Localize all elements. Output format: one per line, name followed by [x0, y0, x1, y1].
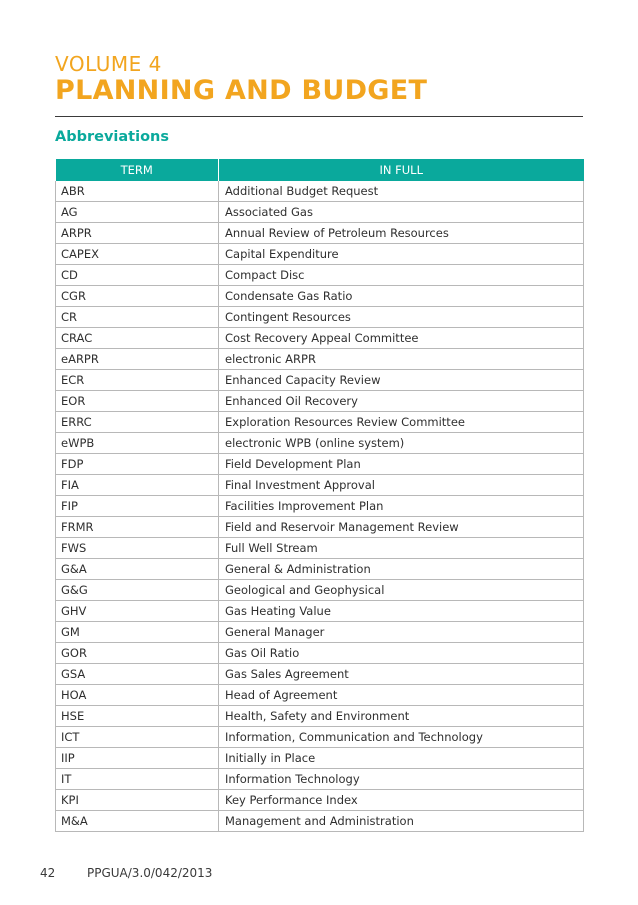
table-row: [56, 181, 584, 202]
table-row: [56, 664, 584, 685]
table-row: [56, 307, 584, 328]
term-cell: IT: [56, 769, 219, 790]
term-cell: ARPR: [56, 223, 219, 244]
term-cell: ABR: [56, 181, 219, 202]
table-row: [56, 580, 584, 601]
table-row: [56, 622, 584, 643]
title-divider: [55, 116, 583, 117]
term-cell: FIA: [56, 475, 219, 496]
full-term-cell: Gas Heating Value: [219, 601, 584, 622]
full-term-cell: General Manager: [219, 622, 584, 643]
table-row: [56, 286, 584, 307]
table-row: [56, 517, 584, 538]
section-heading: Abbreviations: [55, 129, 169, 145]
table-row: [56, 601, 584, 622]
table-row: [56, 412, 584, 433]
term-cell: FWS: [56, 538, 219, 559]
table-row: [56, 244, 584, 265]
full-term-cell: Associated Gas: [219, 202, 584, 223]
term-cell: HSE: [56, 706, 219, 727]
full-term-cell: Field Development Plan: [219, 454, 584, 475]
term-cell: GSA: [56, 664, 219, 685]
full-term-cell: Exploration Resources Review Committee: [219, 412, 584, 433]
term-cell: KPI: [56, 790, 219, 811]
full-term-cell: electronic WPB (online system): [219, 433, 584, 454]
table-row: [56, 349, 584, 370]
table-row: [56, 202, 584, 223]
full-term-cell: Facilities Improvement Plan: [219, 496, 584, 517]
document-code: PPGUA/3.0/042/2013: [87, 866, 213, 880]
term-cell: G&A: [56, 559, 219, 580]
full-term-cell: Gas Oil Ratio: [219, 643, 584, 664]
table-row: [56, 727, 584, 748]
table-row: [56, 790, 584, 811]
table-row: [56, 769, 584, 790]
full-term-cell: Capital Expenditure: [219, 244, 584, 265]
table-row: [56, 223, 584, 244]
term-cell: AG: [56, 202, 219, 223]
term-cell: CAPEX: [56, 244, 219, 265]
table-row: [56, 706, 584, 727]
term-cell: CR: [56, 307, 219, 328]
term-cell: IIP: [56, 748, 219, 769]
term-cell: ECR: [56, 370, 219, 391]
term-cell: CD: [56, 265, 219, 286]
abbreviations-table: [55, 159, 584, 832]
column-header-term: TERM: [56, 159, 219, 181]
full-term-cell: Key Performance Index: [219, 790, 584, 811]
table-row: [56, 328, 584, 349]
full-term-cell: Geological and Geophysical: [219, 580, 584, 601]
term-cell: FIP: [56, 496, 219, 517]
table-row: [56, 265, 584, 286]
full-term-cell: Initially in Place: [219, 748, 584, 769]
full-term-cell: Information, Communication and Technology: [219, 727, 584, 748]
term-cell: GHV: [56, 601, 219, 622]
term-cell: CGR: [56, 286, 219, 307]
full-term-cell: Additional Budget Request: [219, 181, 584, 202]
full-term-cell: Enhanced Capacity Review: [219, 370, 584, 391]
full-term-cell: Contingent Resources: [219, 307, 584, 328]
table-row: [56, 748, 584, 769]
full-term-cell: Management and Administration: [219, 811, 584, 832]
full-term-cell: Final Investment Approval: [219, 475, 584, 496]
full-term-cell: General & Administration: [219, 559, 584, 580]
term-cell: G&G: [56, 580, 219, 601]
table-row: [56, 454, 584, 475]
term-cell: EOR: [56, 391, 219, 412]
table-row: [56, 559, 584, 580]
term-cell: FRMR: [56, 517, 219, 538]
table-row: [56, 370, 584, 391]
full-term-cell: Annual Review of Petroleum Resources: [219, 223, 584, 244]
term-cell: ERRC: [56, 412, 219, 433]
full-term-cell: Gas Sales Agreement: [219, 664, 584, 685]
table-row: [56, 643, 584, 664]
volume-label: VOLUME 4: [55, 52, 162, 76]
full-term-cell: Information Technology: [219, 769, 584, 790]
full-term-cell: Enhanced Oil Recovery: [219, 391, 584, 412]
full-term-cell: Head of Agreement: [219, 685, 584, 706]
full-term-cell: Condensate Gas Ratio: [219, 286, 584, 307]
full-term-cell: Health, Safety and Environment: [219, 706, 584, 727]
full-term-cell: Full Well Stream: [219, 538, 584, 559]
table-row: [56, 685, 584, 706]
term-cell: ICT: [56, 727, 219, 748]
table-row: [56, 538, 584, 559]
table-body: [56, 181, 584, 832]
table-row: [56, 433, 584, 454]
table-row: [56, 811, 584, 832]
term-cell: eARPR: [56, 349, 219, 370]
table-row: [56, 475, 584, 496]
term-cell: CRAC: [56, 328, 219, 349]
term-cell: FDP: [56, 454, 219, 475]
page-title: PLANNING AND BUDGET: [55, 75, 428, 106]
full-term-cell: electronic ARPR: [219, 349, 584, 370]
full-term-cell: Field and Reservoir Management Review: [219, 517, 584, 538]
column-header-in-full: IN FULL: [219, 159, 584, 181]
term-cell: GOR: [56, 643, 219, 664]
term-cell: HOA: [56, 685, 219, 706]
table-header: [56, 159, 584, 181]
page-number: 42: [40, 866, 56, 880]
full-term-cell: Cost Recovery Appeal Committee: [219, 328, 584, 349]
table-row: [56, 496, 584, 517]
full-term-cell: Compact Disc: [219, 265, 584, 286]
term-cell: GM: [56, 622, 219, 643]
term-cell: eWPB: [56, 433, 219, 454]
table-row: [56, 391, 584, 412]
term-cell: M&A: [56, 811, 219, 832]
